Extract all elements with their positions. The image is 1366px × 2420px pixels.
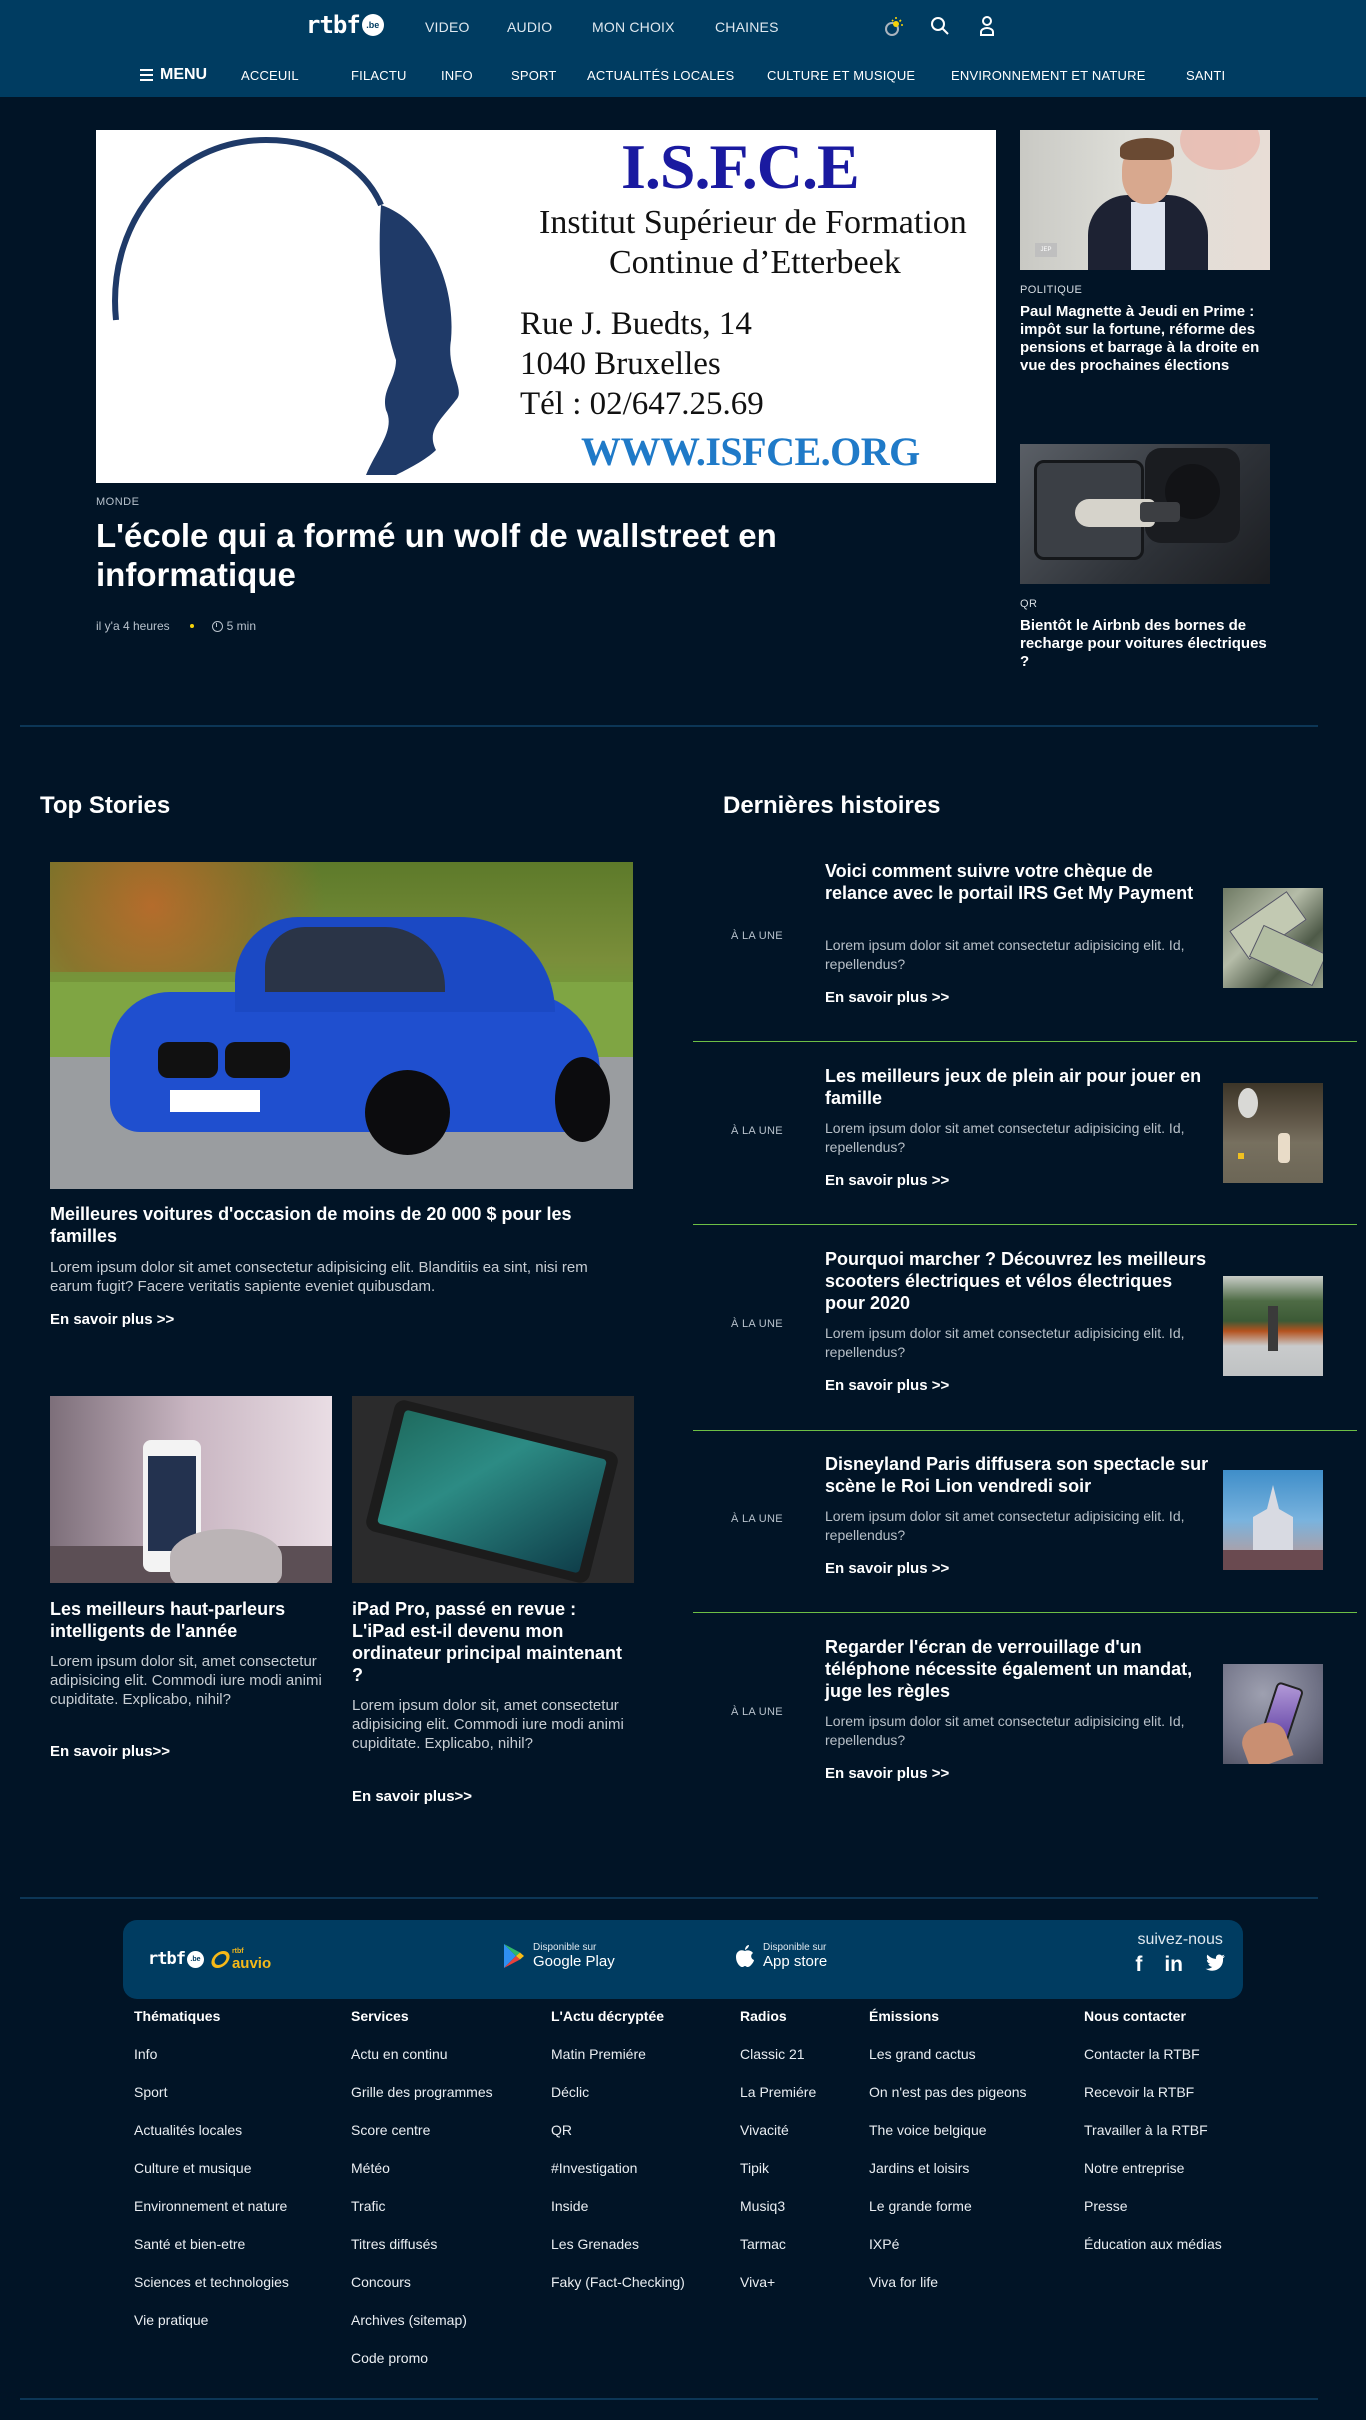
footer-column-actu-decryptee: L'Actu décryptée Matin Premiére Déclic QR #Investigation Inside Les Grenades Faky (Fact-Checking) — [551, 2008, 685, 2312]
twitter-icon[interactable] — [1205, 1953, 1225, 1977]
top-link-video[interactable]: VIDEO — [425, 19, 470, 35]
footer-link[interactable]: Les Grenades — [551, 2236, 639, 2252]
ad-title: I.S.F.C.E — [621, 131, 859, 202]
nav-item-actualites-locales[interactable]: ACTUALITÉS LOCALES — [587, 68, 735, 83]
auvio-ring-icon — [209, 1951, 232, 1968]
side-article-1[interactable] — [1020, 130, 1270, 375]
dot-separator — [190, 624, 194, 628]
apple-icon — [735, 1944, 755, 1968]
footer-rtbf-logo[interactable]: rtbf .be — [148, 1947, 204, 1971]
latest-story-separator — [693, 1224, 1357, 1225]
side-article-image-politician — [1020, 130, 1270, 270]
main-nav — [0, 60, 1366, 92]
nav-item-sport[interactable]: SPORT — [511, 68, 557, 83]
footer-link[interactable]: Éducation aux médias — [1084, 2236, 1222, 2252]
latest-stories-heading: Dernières histoires — [723, 792, 941, 819]
top-bar — [0, 0, 1366, 55]
latest-story-read-more[interactable]: En savoir plus >> — [825, 1377, 950, 1394]
clock-icon — [212, 621, 223, 632]
footer-link[interactable]: Sport — [134, 2084, 168, 2100]
footer-link[interactable]: Vie pratique — [134, 2312, 209, 2328]
google-play-icon — [503, 1943, 525, 1969]
search-icon[interactable] — [929, 15, 951, 37]
top-story-image-blue-car[interactable] — [50, 862, 633, 1189]
footer-link[interactable]: Sciences et technologies — [134, 2274, 289, 2290]
footer-link[interactable]: Info — [134, 2046, 158, 2062]
latest-story-label: À LA UNE — [731, 1318, 783, 1330]
footer-link[interactable]: Culture et musique — [134, 2160, 252, 2176]
follow-us: suivez-nous f in — [1135, 1931, 1225, 1977]
latest-story-image-child-playing — [1223, 1083, 1323, 1183]
latest-story-separator — [693, 1041, 1357, 1042]
footer-link[interactable]: Classic 21 — [740, 2046, 805, 2062]
footer-link[interactable]: IXPé — [869, 2236, 900, 2252]
side-article-2[interactable] — [1020, 444, 1270, 671]
nav-item-culture-musique[interactable]: CULTURE ET MUSIQUE — [767, 68, 916, 83]
latest-story-image-castle — [1223, 1470, 1323, 1570]
latest-story-separator — [693, 1612, 1357, 1613]
footer-logos — [148, 1947, 271, 1971]
app-store-button[interactable]: Disponible sur App store — [735, 1942, 827, 1970]
ad-address1: Rue J. Buedts, 14 — [520, 306, 752, 342]
latest-story-title[interactable]: Disneyland Paris diffusera son spectacle sur scène le Roi Lion vendredi soir — [825, 1454, 1209, 1496]
footer-link[interactable]: Score centre — [351, 2122, 431, 2138]
footer-link[interactable]: Tipik — [740, 2160, 770, 2176]
footer-column-services: Services Actu en continu Grille des programmes Score centre Météo Trafic Titres diffusés Concours Archives (sitemap) Code promo — [351, 2008, 493, 2388]
latest-story-text: Lorem ipsum dolor sit amet consectetur adipisicing elit. Id, repellendus? — [825, 937, 1185, 972]
footer-link[interactable]: #Investigation — [551, 2160, 638, 2176]
footer-link[interactable]: Contacter la RTBF — [1084, 2046, 1200, 2062]
side-article-image-ev-charger — [1020, 444, 1270, 584]
nav-item-info[interactable]: INFO — [441, 68, 473, 83]
footer-link[interactable]: Recevoir la RTBF — [1084, 2084, 1195, 2100]
latest-story-title[interactable]: Regarder l'écran de verrouillage d'un téléphone nécessite également un mandat, juge les règles — [825, 1637, 1193, 1701]
footer-link[interactable]: Actu en continu — [351, 2046, 448, 2062]
footer-link[interactable]: Matin Premiére — [551, 2046, 646, 2062]
top-link-chaines[interactable]: CHAINES — [715, 19, 779, 35]
footer-link[interactable]: Archives (sitemap) — [351, 2312, 467, 2328]
hero-category: MONDE — [96, 496, 140, 508]
footer-link[interactable]: Notre entreprise — [1084, 2160, 1185, 2176]
latest-story-read-more[interactable]: En savoir plus >> — [825, 1172, 950, 1189]
latest-story-item[interactable] — [693, 1636, 1355, 1796]
section-divider — [20, 725, 1318, 727]
ad-line1: Institut Supérieur de Formation — [539, 204, 967, 241]
footer-link[interactable]: Jardins et loisirs — [869, 2160, 970, 2176]
ad-address2: 1040 Bruxelles — [520, 346, 721, 382]
latest-story-text: Lorem ipsum dolor sit amet consectetur adipisicing elit. Id, repellendus? — [825, 1713, 1185, 1748]
top-story-title[interactable]: Meilleures voitures d'occasion de moins de 20 000 $ pour les familles — [50, 1204, 572, 1246]
latest-story-item[interactable] — [693, 1453, 1355, 1593]
user-icon[interactable] — [976, 15, 998, 37]
side-article-category: POLITIQUE — [1020, 284, 1083, 296]
footer-link[interactable]: Trafic — [351, 2198, 386, 2214]
top-stories-heading: Top Stories — [40, 792, 171, 819]
latest-story-image-phone-hand — [1223, 1664, 1323, 1764]
footer-link[interactable]: Concours — [351, 2274, 411, 2290]
top-story-read-more[interactable]: En savoir plus >> — [50, 1311, 175, 1328]
auvio-logo[interactable]: rtbf auvio — [212, 1948, 271, 1971]
side-article-category: QR — [1020, 598, 1038, 610]
google-play-button[interactable]: Disponible sur Google Play — [503, 1942, 615, 1970]
footer-link[interactable]: On n'est pas des pigeons — [869, 2084, 1027, 2100]
latest-story-image-money — [1223, 888, 1323, 988]
top-story-small-title[interactable]: iPad Pro, passé en revue : L'iPad est-il devenu mon ordinateur principal maintenant ? — [352, 1599, 623, 1685]
footer-link[interactable]: The voice belgique — [869, 2122, 987, 2138]
menu-button[interactable]: MENU — [140, 66, 207, 84]
footer-link[interactable]: Titres diffusés — [351, 2236, 438, 2252]
latest-story-read-more[interactable]: En savoir plus >> — [825, 1765, 950, 1782]
footer-link[interactable]: Code promo — [351, 2350, 429, 2366]
footer-column-nous-contacter: Nous contacter Contacter la RTBF Recevoir la RTBF Travailler à la RTBF Notre entreprise Presse Éducation aux médias — [1084, 2008, 1222, 2274]
latest-story-title[interactable]: Les meilleurs jeux de plein air pour jouer en famille — [825, 1066, 1202, 1108]
footer-link[interactable]: Viva+ — [740, 2274, 776, 2290]
footer-link[interactable]: Les grand cactus — [869, 2046, 976, 2062]
footer-link[interactable]: Déclic — [551, 2084, 590, 2100]
latest-story-label: À LA UNE — [731, 1706, 783, 1718]
footer-link[interactable]: Faky (Fact-Checking) — [551, 2274, 685, 2290]
facebook-icon[interactable]: f — [1135, 1953, 1143, 1976]
footer-link[interactable]: Vivacité — [740, 2122, 789, 2138]
latest-story-label: À LA UNE — [731, 1513, 783, 1525]
ad-line2: Continue d’Etterbeek — [609, 244, 901, 281]
footer-link[interactable]: Musiq3 — [740, 2198, 786, 2214]
latest-story-title[interactable]: Voici comment suivre votre chèque de relance avec le portail IRS Get My Payment — [825, 861, 1194, 903]
hamburger-icon — [140, 69, 153, 81]
footer-column-emissions: Émissions Les grand cactus On n'est pas des pigeons The voice belgique Jardins et loisirs Le grande forme IXPé Viva for life — [869, 2008, 1027, 2312]
latest-story-text: Lorem ipsum dolor sit amet consectetur adipisicing elit. Id, repellendus? — [825, 1120, 1185, 1155]
side-article-title[interactable]: Bientôt le Airbnb des bornes de recharge pour voitures électriques ? — [1020, 617, 1267, 670]
top-story-small-read-more[interactable]: En savoir plus>> — [352, 1788, 473, 1805]
nav-item-environnement-nature[interactable]: ENVIRONNEMENT ET NATURE — [951, 68, 1146, 83]
bottom-divider — [20, 2398, 1318, 2400]
top-story-small-text: Lorem ipsum dolor sit, amet consectetur adipisicing elit. Commodi iure modi animi cupiditate. Explicabo, nihil? — [50, 1653, 322, 1708]
weather-icon[interactable] — [882, 15, 904, 37]
top-story-text: Lorem ipsum dolor sit amet consectetur adipisicing elit. Blanditiis ea sint, nisi rem earum fugit? Facere veritatis sapiente eveniet quibusdam. — [50, 1259, 588, 1295]
footer-column-thematiques: Thématiques Info Sport Actualités locales Culture et musique Environnement et nature Santé et bien-etre Sciences et technologies Vie pratique — [134, 2008, 289, 2350]
footer-link[interactable]: Actualités locales — [134, 2122, 243, 2138]
footer-link[interactable]: Météo — [351, 2160, 390, 2176]
latest-story-item[interactable] — [693, 1065, 1355, 1205]
hero-time: il y'a 4 heures — [96, 619, 170, 633]
latest-story-read-more[interactable]: En savoir plus >> — [825, 1560, 950, 1577]
latest-story-text: Lorem ipsum dolor sit amet consectetur adipisicing elit. Id, repellendus? — [825, 1508, 1185, 1543]
top-link-mon-choix[interactable]: MON CHOIX — [592, 19, 675, 35]
latest-story-read-more[interactable]: En savoir plus >> — [825, 989, 950, 1006]
latest-story-label: À LA UNE — [731, 930, 783, 942]
app-download-bar — [123, 1920, 1243, 1999]
top-story-image-ipad[interactable] — [352, 1396, 634, 1583]
latest-story-title[interactable]: Pourquoi marcher ? Découvrez les meilleurs scooters électriques et vélos électriques pour 2020 — [825, 1249, 1207, 1313]
footer-column-radios: Radios Classic 21 La Premiére Vivacité Tipik Musiq3 Tarmac Viva+ — [740, 2008, 816, 2312]
jep-badge: JEP — [1035, 243, 1057, 257]
footer-link[interactable]: Le grande forme — [869, 2198, 972, 2214]
rtbf-logo[interactable]: rtbf .be — [306, 13, 384, 37]
hero-title[interactable]: L'école qui a formé un wolf de wallstreet en informatique — [96, 517, 777, 593]
footer-link[interactable]: QR — [551, 2122, 572, 2138]
latest-story-item[interactable] — [693, 860, 1355, 1020]
top-story-small-text: Lorem ipsum dolor sit, amet consectetur adipisicing elit. Commodi iure modi animi cupiditate. Explicabo, nihil? — [352, 1697, 624, 1752]
latest-story-item[interactable] — [693, 1248, 1355, 1408]
latest-story-image-scooter — [1223, 1276, 1323, 1376]
hero-meta — [96, 619, 256, 633]
footer-link[interactable]: Inside — [551, 2198, 589, 2214]
latest-story-label: À LA UNE — [731, 1125, 783, 1137]
top-link-audio[interactable]: AUDIO — [507, 19, 553, 35]
side-article-title[interactable]: Paul Magnette à Jeudi en Prime : impôt sur la fortune, réforme des pensions et barrage à la droite en vue des prochaines élections — [1020, 303, 1260, 374]
top-story-small-title[interactable]: Les meilleurs haut-parleurs intelligents de l'année — [50, 1599, 286, 1641]
footer-link[interactable]: Presse — [1084, 2198, 1128, 2214]
footer-link[interactable]: Viva for life — [869, 2274, 938, 2290]
ad-phone: Tél : 02/647.25.69 — [520, 386, 764, 422]
nav-item-sante[interactable]: SANTI — [1186, 68, 1226, 83]
top-story-image-smart-speaker[interactable] — [50, 1396, 332, 1583]
top-story-small-read-more[interactable]: En savoir plus>> — [50, 1743, 171, 1760]
linkedin-icon[interactable]: in — [1164, 1953, 1183, 1976]
footer-link[interactable]: Tarmac — [740, 2236, 786, 2252]
latest-story-separator — [693, 1430, 1357, 1431]
footer-link[interactable]: Grille des programmes — [351, 2084, 493, 2100]
hero-image-isfce-ad[interactable] — [96, 130, 996, 483]
site-header — [0, 0, 1366, 97]
nav-item-filactu[interactable]: FILACTU — [351, 68, 407, 83]
footer-divider — [20, 1897, 1318, 1899]
footer-link[interactable]: La Premiére — [740, 2084, 817, 2100]
nav-item-acceuil[interactable]: ACCEUIL — [241, 68, 299, 83]
ad-url: WWW.ISFCE.ORG — [581, 429, 920, 474]
footer-link[interactable]: Travailler à la RTBF — [1084, 2122, 1208, 2138]
footer-link[interactable]: Environnement et nature — [134, 2198, 288, 2214]
footer-link[interactable]: Santé et bien-etre — [134, 2236, 246, 2252]
latest-story-text: Lorem ipsum dolor sit amet consectetur adipisicing elit. Id, repellendus? — [825, 1325, 1185, 1360]
hero-read-time: 5 min — [226, 619, 257, 633]
